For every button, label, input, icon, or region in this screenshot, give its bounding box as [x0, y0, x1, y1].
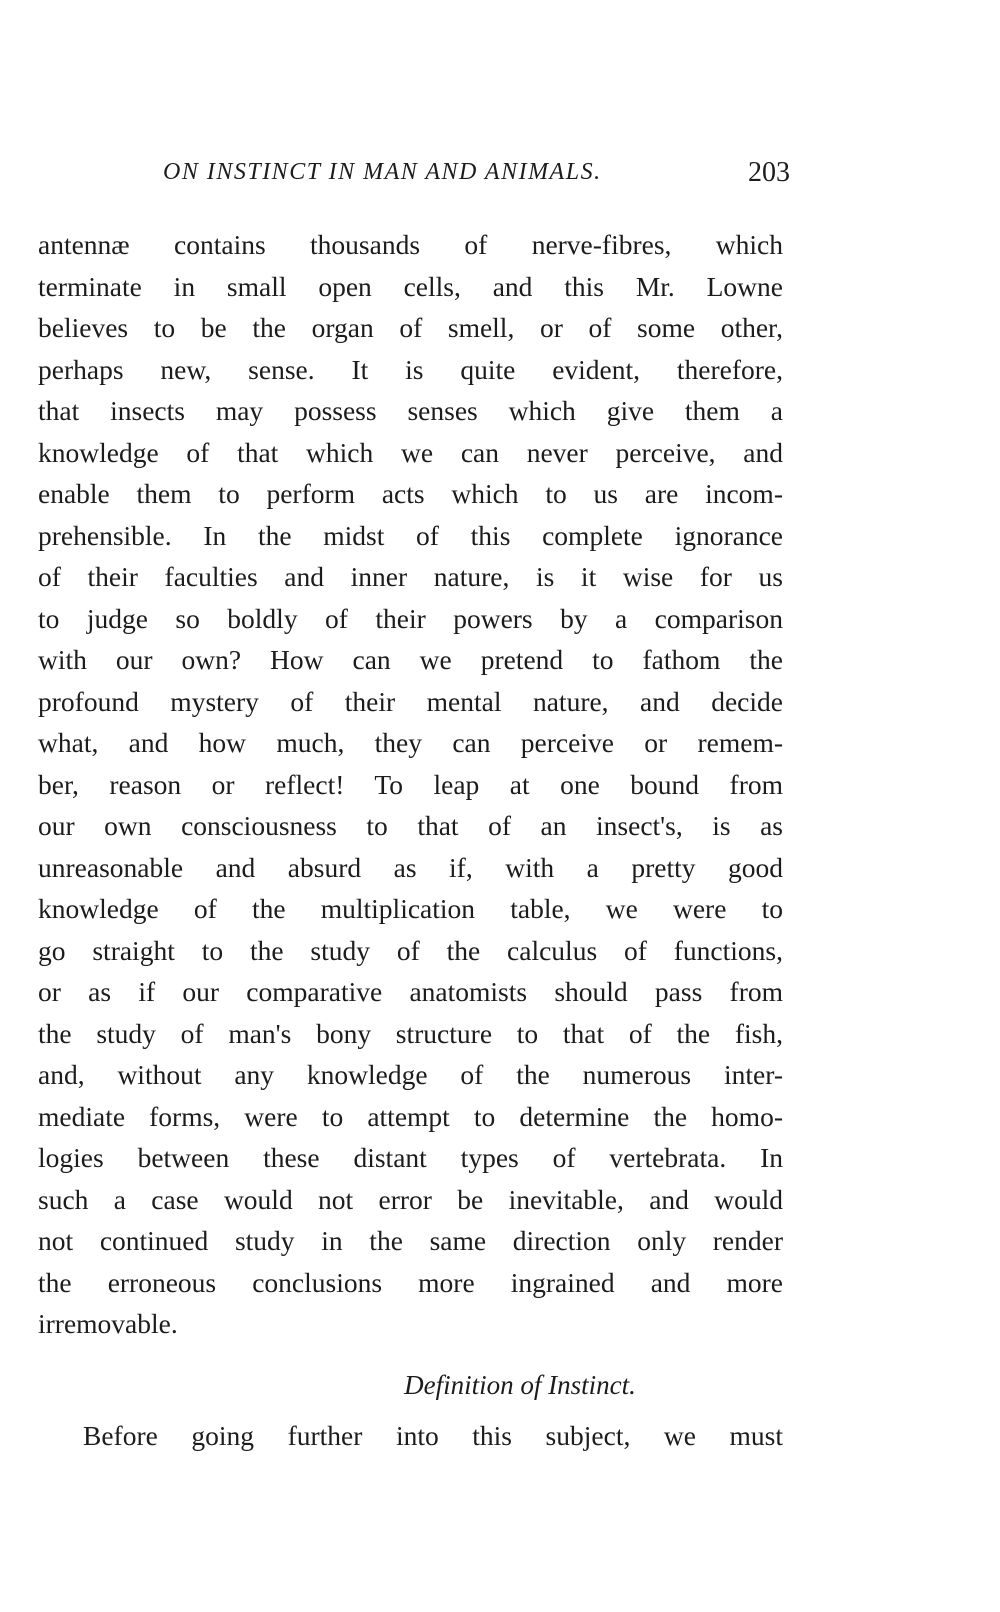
text-line: what, and how much, they can perceive or remem- — [38, 727, 783, 758]
text-line: not continued study in the same direction only render — [38, 1225, 783, 1256]
running-title: ON INSTINCT IN MAN AND ANIMALS. — [163, 159, 602, 185]
text-line: go straight to the study of the calculus of functions, — [38, 934, 783, 966]
body-paragraph — [38, 224, 783, 1345]
text-line: and, without any knowledge of the numerous inter- — [38, 1059, 783, 1090]
text-line: prehensible. In the midst of this complete ignorance — [38, 519, 783, 551]
text-line: terminate in small open cells, and this Mr. Lowne — [38, 270, 783, 302]
text-line: unreasonable and absurd as if, with a pretty good — [38, 851, 783, 883]
section-heading — [0, 1370, 1000, 1401]
text-line: knowledge of the multiplication table, we were to — [38, 893, 783, 924]
running-head — [160, 157, 790, 197]
text-line: or as if our comparative anatomists should pass from — [38, 976, 783, 1007]
text-line: of their faculties and inner nature, is it wise for us — [38, 561, 783, 592]
text-line: believes to be the organ of smell, or of some other, — [38, 312, 783, 343]
text-line: that insects may possess senses which give them a — [38, 395, 783, 426]
text-line: logies between these distant types of vertebrata. In — [38, 1142, 783, 1173]
page-number: 203 — [748, 157, 790, 188]
text-line: enable them to perform acts which to us are incom- — [38, 478, 783, 509]
text-line: with our own? How can we pretend to fathom the — [38, 644, 783, 675]
text-line: the erroneous conclusions more ingrained and more — [38, 1266, 783, 1298]
text-line: to judge so boldly of their powers by a comparison — [38, 602, 783, 634]
text-line: antennæ contains thousands of nerve-fibres, which — [38, 229, 783, 260]
text-line: perhaps new, sense. It is quite evident, therefore, — [38, 353, 783, 385]
text-line: knowledge of that which we can never perceive, and — [38, 436, 783, 468]
section-heading-text: Definition of Instinct. — [404, 1370, 636, 1400]
section-first-line: Before going further into this subject, we must — [83, 1420, 783, 1451]
text-line: the study of man's bony structure to that of the fish, — [38, 1017, 783, 1049]
text-line-last: irremovable. — [38, 1308, 178, 1339]
text-line: ber, reason or reflect! To leap at one bound from — [38, 768, 783, 800]
text-line: profound mystery of their mental nature, and decide — [38, 685, 783, 717]
text-line: such a case would not error be inevitable, and would — [38, 1183, 783, 1215]
text-line: mediate forms, were to attempt to determine the homo- — [38, 1100, 783, 1132]
text-line: our own consciousness to that of an insect's, is as — [38, 810, 783, 841]
